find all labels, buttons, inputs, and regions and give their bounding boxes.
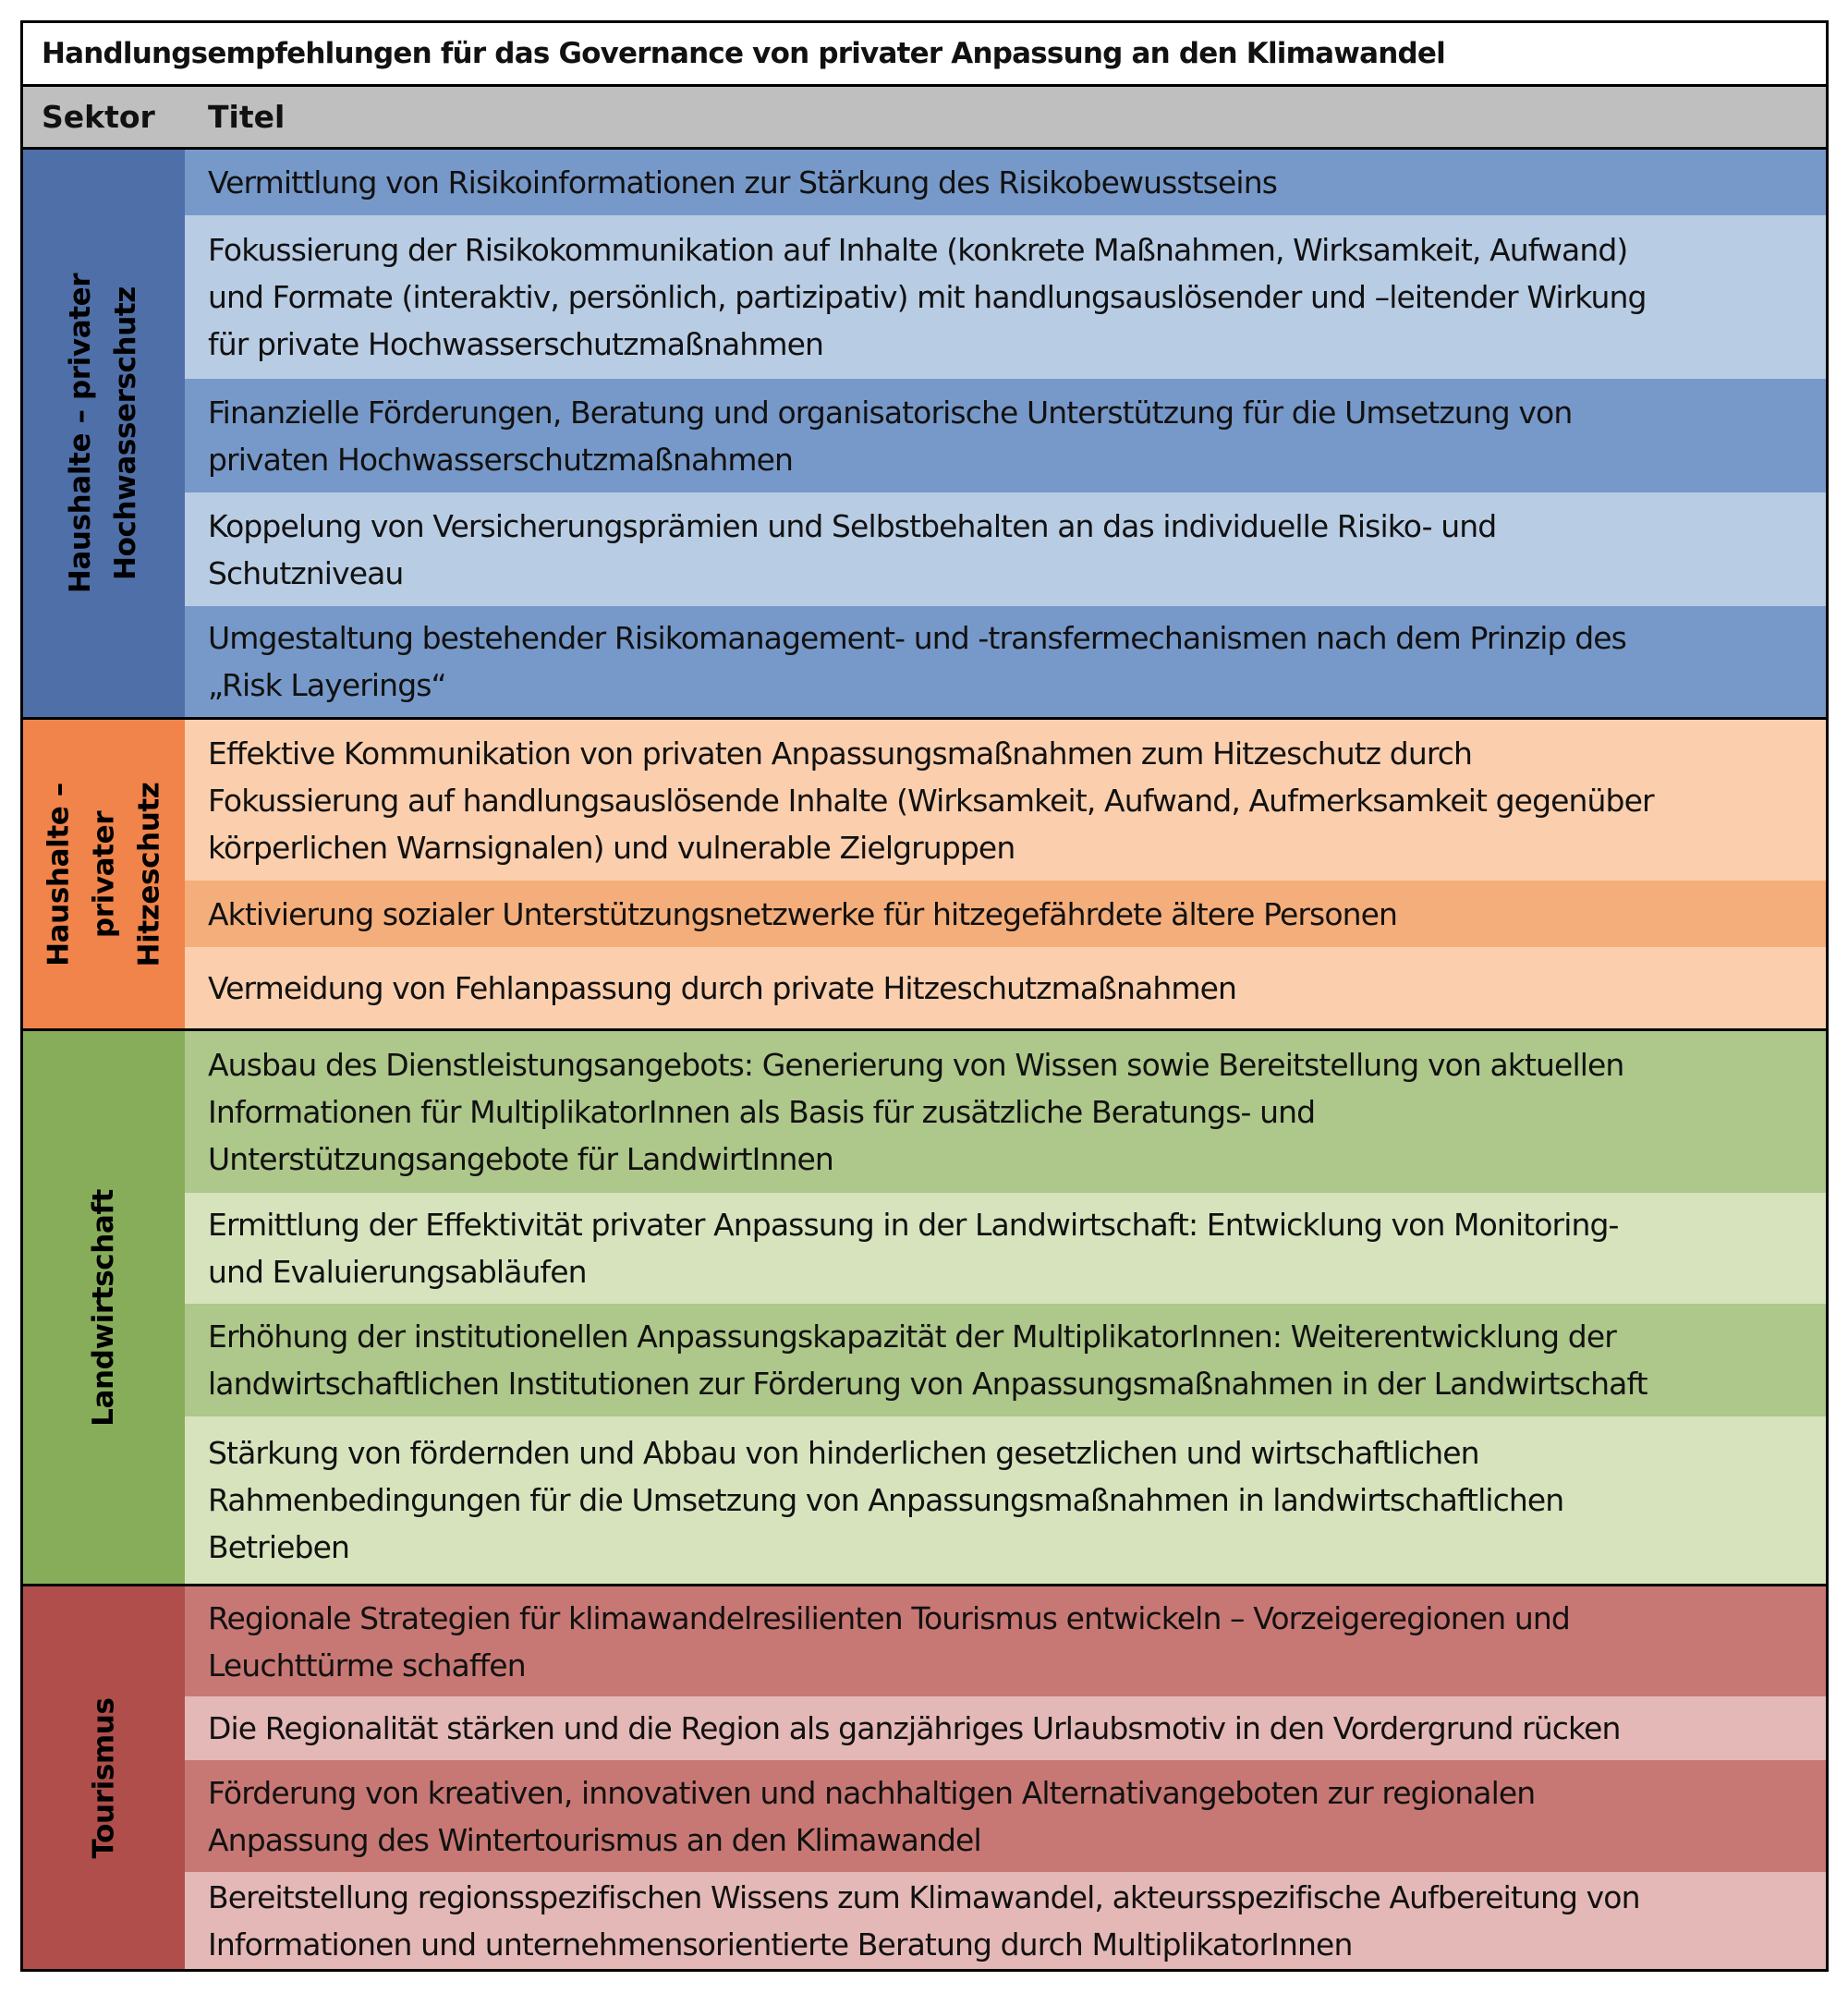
row-title: Finanzielle Förderungen, Beratung und organisatorische Unterstützung für die Umsetzung von privaten Hochwasserschutzmaßnahmen (208, 394, 1573, 478)
sector-group-hochwasserschutz (23, 150, 1826, 720)
table-row (185, 1872, 1826, 1969)
sector-group-tourismus (23, 1586, 1826, 1969)
row-title: Regionale Strategien für klimawandelresilienten Tourismus entwickeln – Vorzeigeregionen und Leuchttürme schaffen (208, 1599, 1570, 1683)
sector-label: Tourismus (86, 1697, 120, 1858)
row-title: Bereitstellung regionsspezifischen Wissens zum Klimawandel, akteursspezifische Aufbereitung von Informationen und unternehmensorientierte Beratung durch MultiplikatorInnen (208, 1878, 1640, 1963)
row-title: Ermittlung der Effektivität privater Anpassung in der Landwirtschaft: Entwicklung von Monitoring- und Evaluierungsabläufen (208, 1207, 1619, 1290)
table-title: Handlungsempfehlungen für das Governance von privater Anpassung an den Klimawandel (42, 37, 1445, 70)
table-row (185, 1031, 1826, 1193)
sector-label: Haushalte – privater Hitzeschutz (42, 782, 166, 966)
row-title: Effektive Kommunikation von privaten Anpassungsmaßnahmen zum Hitzeschutz durch Fokussierung auf handlungsauslösende Inhalte (Wirksamkeit, Aufwand, Aufmerksamkeit gegenüber körperlichen Warnsignalen) und vulnerable Zielgruppen (208, 735, 1654, 866)
table-row (185, 1696, 1826, 1760)
sector-group-landwirtschaft (23, 1031, 1826, 1586)
row-title: Ausbau des Dienstleistungsangebots: Generierung von Wissen sowie Bereitstellung von aktuellen Informationen für MultiplikatorInnen als Basis für zusätzliche Beratungs- und Unterstützungsangebote für LandwirtInnen (208, 1047, 1624, 1177)
table-row (185, 1416, 1826, 1584)
row-title: Erhöhung der institutionellen Anpassungskapazität der MultiplikatorInnen: Weiterentwicklung der landwirtschaftlichen Institutionen zur Förderung von Anpassungsmaßnahmen in der Landwirtschaft (208, 1319, 1647, 1402)
table-row (185, 1193, 1826, 1304)
column-header-titel: Titel (208, 99, 286, 135)
sector-label: Landwirtschaft (87, 1188, 121, 1427)
recommendations-table (20, 20, 1829, 1972)
row-title: Die Regionalität stärken und die Region als ganzjähriges Urlaubsmotiv in den Vordergrund rücken (208, 1710, 1621, 1746)
table-row (185, 215, 1826, 379)
row-title: Förderung von kreativen, innovativen und nachhaltigen Alternativangeboten zur regionalen Anpassung des Wintertourismus an den Klimawandel (208, 1774, 1536, 1858)
table-row (185, 606, 1826, 717)
table-title-row (23, 23, 1826, 87)
sector-cell (23, 720, 185, 1028)
table-row (185, 1586, 1826, 1696)
row-title: Vermeidung von Fehlanpassung durch private Hitzeschutzmaßnahmen (208, 969, 1237, 1006)
table-row (185, 1304, 1826, 1416)
sector-cell (23, 1586, 185, 1969)
row-title: Fokussierung der Risikokommunikation auf Inhalte (konkrete Maßnahmen, Wirksamkeit, Aufwand) und Formate (interaktiv, persönlich, partizipativ) mit handlungsauslösender und –leitender Wirkung für private Hochwasserschutzmaßnahmen (208, 232, 1647, 362)
column-header-sektor: Sektor (42, 99, 155, 135)
sector-group-hitzeschutz (23, 720, 1826, 1031)
row-title: Aktivierung sozialer Unterstützungsnetzwerke für hitzegefährdete ältere Personen (208, 895, 1398, 932)
row-title: Umgestaltung bestehender Risikomanagement- und -transfermechanismen nach dem Prinzip des „Risk Layerings“ (208, 620, 1626, 703)
table-row (185, 881, 1826, 947)
row-title: Vermittlung von Risikoinformationen zur Stärkung des Risikobewusstseins (208, 164, 1278, 201)
row-title: Stärkung von fördernden und Abbau von hinderlichen gesetzlichen und wirtschaftlichen Rahmenbedingungen für die Umsetzung von Anpassungsmaßnahmen in landwirtschaftlichen Betrieben (208, 1435, 1564, 1565)
row-title: Koppelung von Versicherungsprämien und Selbstbehalten an das individuelle Risiko- und Schutzniveau (208, 507, 1497, 591)
table-row (185, 720, 1826, 881)
table-row (185, 947, 1826, 1028)
sector-cell (23, 150, 185, 717)
sector-label: Haushalte – privater Hochwasserschutz (64, 273, 143, 594)
table-row (185, 1760, 1826, 1872)
table-header-row (23, 87, 1826, 150)
table-row (185, 150, 1826, 215)
table-row (185, 492, 1826, 606)
sector-cell (23, 1031, 185, 1584)
table-row (185, 379, 1826, 492)
